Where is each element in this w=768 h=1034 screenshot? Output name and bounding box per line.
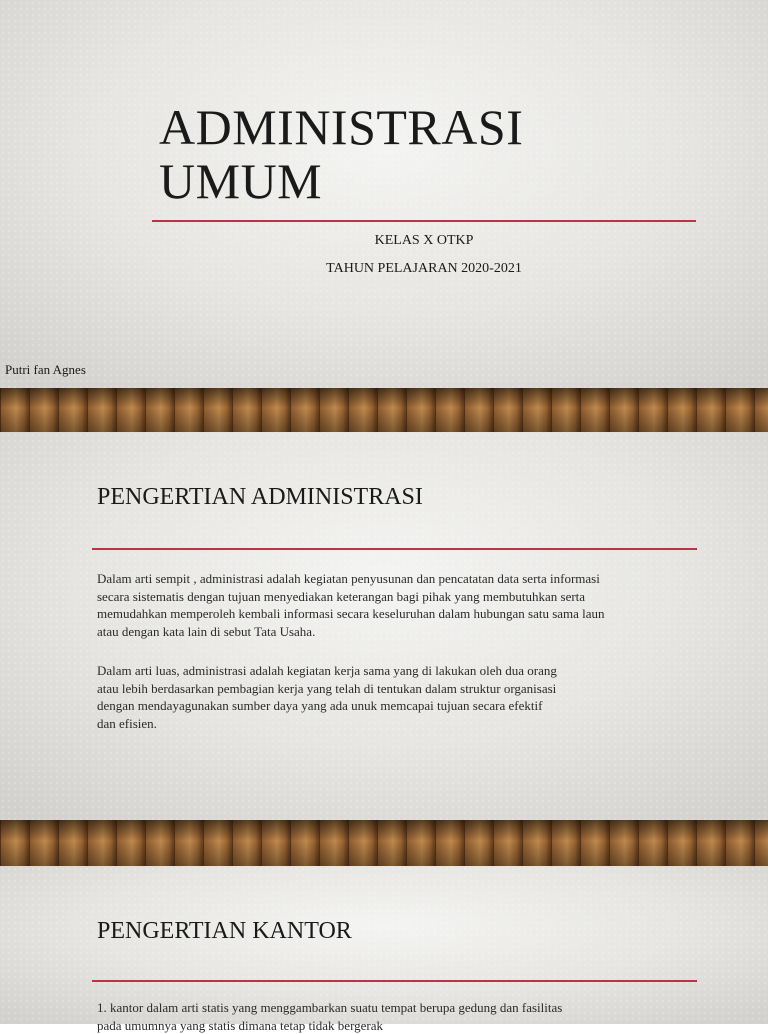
slide-2-p2-line: dengan mendayagunakan sumber daya yang ada unuk memcapai tujuan secara efektif	[97, 698, 543, 713]
slide-2-p2-line: Dalam arti luas, administrasi adalah kegiatan kerja sama yang di lakukan oleh dua orang	[97, 663, 557, 678]
slide-3	[0, 866, 768, 1033]
slide-3-p1-line: 1. kantor dalam arti statis yang menggambarkan suatu tempat berupa gedung dan fasilitas	[97, 1000, 563, 1015]
slide-1-subtitle-year: TAHUN PELAJARAN 2020-2021	[326, 261, 522, 276]
slide-2-heading: PENGERTIAN ADMINISTRASI	[97, 484, 423, 510]
slide-1-title-line2: UMUM	[159, 153, 323, 209]
slide-1-author: Putri fan Agnes	[5, 362, 86, 377]
slide-2-p2-line: dan efisien.	[97, 715, 157, 731]
slide-1	[0, 0, 768, 388]
slide-2-wood-floor	[0, 820, 768, 866]
slide-3-accent-rule	[92, 980, 697, 982]
slide-2-p1-line: Dalam arti sempit , administrasi adalah kegiatan penyusunan dan pencatatan data serta informasi	[97, 571, 600, 586]
slide-3-p1-line: pada umumnya yang statis dimana tetap tidak bergerak	[97, 1017, 384, 1033]
slide-2-paragraph-1	[97, 570, 605, 640]
slide-2	[0, 432, 768, 820]
slide-1-title-line1: ADMINISTRASI	[159, 99, 524, 155]
slide-2-accent-rule	[92, 548, 697, 550]
slide-1-wood-floor	[0, 388, 768, 432]
slide-1-accent-rule	[152, 220, 696, 222]
slide-2-p1-line: memudahkan memperoleh kembali informasi secara keseluruhan dalam hubungan satu sama laun	[97, 606, 605, 621]
slide-2-p2-line: atau lebih berdasarkan pembagian kerja yang telah di tentukan dalam struktur organisasi	[97, 680, 557, 696]
slide-1-subtitle-class: KELAS X OTKP	[374, 233, 474, 248]
slide-2-p1-line: secara sistematis dengan tujuan menyediakan keterangan bagi pihak yang membutuhkan serta	[97, 588, 586, 604]
slide-2-paragraph-2	[97, 662, 557, 732]
slide-3-paragraph-1	[97, 999, 562, 1034]
slide-3-heading: PENGERTIAN KANTOR	[97, 918, 352, 944]
slide-2-p1-line: atau dengan kata lain di sebut Tata Usaha.	[97, 623, 316, 639]
